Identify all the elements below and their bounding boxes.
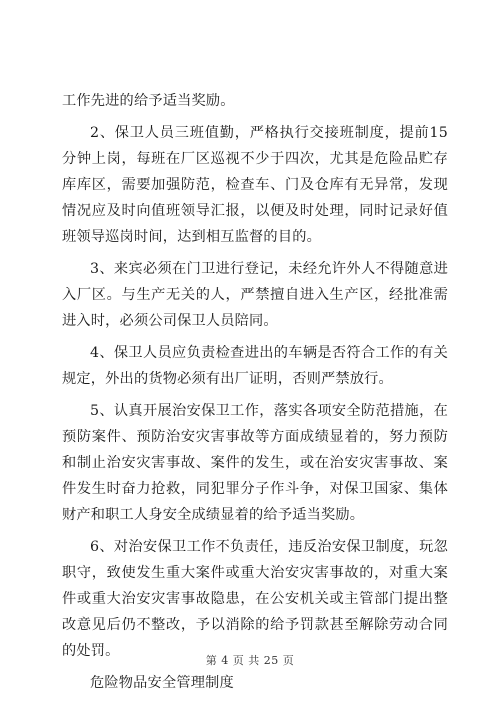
- paragraph-item-2: 2、保卫人员三班值勤，严格执行交接班制度，提前15分钟上岗，每班在厂区巡视不少于四次，尤其是危险品贮存库库区，需要加强防范，检查车、门及仓库有无异常，发现情况应及时向值班领导汇报，以便及时处理，同时记录好值班领导巡岗时间，达到相互监督的目的。: [62, 125, 448, 245]
- paragraph-item-5: 5、认真开展治安保卫工作，落实各项安全防范措施，在预防案件、预防治安灾害事故等方面成绩显着的，努力预防和制止治安灾害事故、案件的发生，或在治安灾害事故、案件发生时奋力抢救，同犯罪分子作斗争，对保卫国家、集体财产和职工人身安全成绩显着的给予适当奖励。: [62, 403, 448, 523]
- paragraph-item-4: 4、保卫人员应负责检查进出的车辆是否符合工作的有关规定，外出的货物必须有出厂证明，否则严禁放行。: [62, 345, 448, 387]
- paragraph-continuation: 工作先进的给予适当奖励。: [62, 93, 235, 109]
- paragraph-item-3: 3、来宾必须在门卫进行登记，未经允许外人不得随意进入厂区。与生产无关的人，严禁擅自进入生产区，经批准需进入时，必须公司保卫人员陪同。: [62, 261, 448, 329]
- paragraph-item-6: 6、对治安保卫工作不负责任，违反治安保卫制度，玩忽职守，致使发生重大案件或重大治安灾害事故的，对重大案件或重大治安灾害事故隐患，在公安机关或主管部门提出整改意见后仍不整改，予以消除的给予罚款甚至解除劳动合同的处罚。: [62, 539, 448, 659]
- section-heading: 危险物品安全管理制度: [90, 675, 234, 691]
- document-body: [62, 88, 448, 696]
- page-number-footer: 第 4 页 共 25 页: [205, 654, 295, 667]
